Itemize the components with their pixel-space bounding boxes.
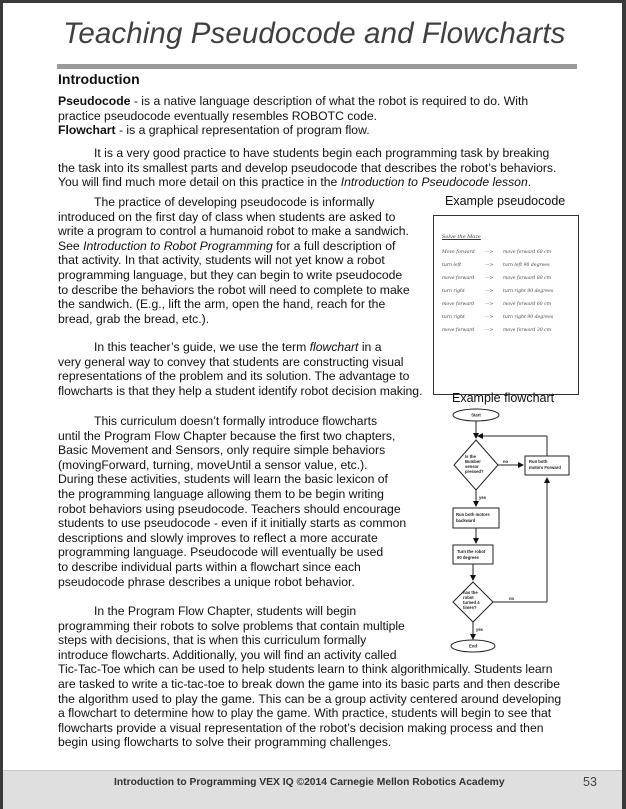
pseudocode-row: move forward ---> move forward 30 cm — [442, 328, 552, 333]
paragraph-sandwich: The practice of developing pseudocode is informally introduced on the first day of class when students are asked to write a program to control a humanoid robot to make a sandwich. See Introduction to Robot Programming for a full description of that activity. In that activity, students will not yet know a robot programming language, but they can begin to write pseudocode to describe the behaviors the robot will need to complete to make the sandwich. (E.g., lift the arm, open the hand, reach for the bread, grab the bread, etc.). — [58, 195, 410, 326]
document-page — [3, 3, 622, 808]
page-number: 53 — [583, 775, 597, 789]
svg-text:no: no — [509, 596, 515, 601]
paragraph-curriculum: This curriculum doesn’t formally introduce flowcharts until the Program Flow Chapter because the first two chapters, Basic Movement and Sensors, only require simple behaviors (movingForward, turning, moveUntil a sensor value, etc.). During these activities, students will learn the basic lexicon of the programming language allowing them to be begin writing robot behaviors using pseudocode. Teachers should encourage students to use pseudocode - even if it initially starts as common descriptions and slowly improves to reflect a more accurate programming language. Pseudocode will eventually be used to describe individual parts within a flowchart since each pseudocode phrase describes a unique robot behavior. — [58, 414, 407, 589]
paragraph-flowchart-term: In this teacher’s guide, we use the term flowchart in a very general way to convey that students are constructing visual representations of the problem and its solution. The advantage to flowcharts is that they help a student identify robot decision making. — [58, 340, 423, 398]
pseudocode-row: Move forward ---> move forward 60 cm — [442, 250, 552, 255]
page-footer — [3, 770, 622, 809]
svg-text:pressed?: pressed? — [465, 469, 484, 474]
svg-text:motors Forward: motors Forward — [529, 465, 561, 470]
pseudocode-lesson-reference: Introduction to Pseudocode lesson — [340, 175, 528, 190]
svg-text:times?: times? — [463, 605, 477, 610]
svg-text:has the: has the — [463, 590, 478, 595]
svg-text:90 degrees: 90 degrees — [457, 555, 479, 560]
pseudocode-example-image — [433, 215, 579, 395]
robot-programming-reference: Introduction to Robot Programming — [83, 238, 273, 253]
pseudocode-row: turn right ---> turn right 90 degrees — [442, 315, 554, 320]
svg-text:turned 4: turned 4 — [463, 600, 480, 605]
flowchart-caption: Example flowchart — [452, 391, 555, 405]
svg-text:Turn the robot: Turn the robot — [457, 549, 486, 554]
term-flowchart: Flowchart — [58, 123, 116, 138]
paragraph-program-flow: In the Program Flow Chapter, students will begin programming their robots to solve problems that contain multiple steps with decisions, that is when this curriculum formally introduce flowcharts. Additionally, you will find an activity called Tic-Tac-Toe which can be used to help students learn to think algorithmically. Students learn are tasked to write a tic-tac-toe to break down the game into its basic parts and then describe the algorithm used to play the game. This can be a group activity centered around developing a flowchart to determine how to play the game. With practice, students will begin to see that flowcharts provide a visual representation of the robot’s decision making process and then begin using flowcharts to solve their programming challenges. — [58, 604, 562, 750]
svg-text:yes: yes — [476, 627, 483, 632]
svg-text:yes: yes — [479, 495, 486, 500]
title-divider — [57, 64, 577, 69]
pseudocode-row: turn right ---> turn right 90 degrees — [442, 289, 554, 294]
svg-text:Bumber: Bumber — [465, 459, 481, 464]
svg-text:backward: backward — [456, 518, 476, 523]
section-heading: Introduction — [58, 71, 140, 87]
footer-copyright: Introduction to Programming VEX IQ ©2014 Carnegie Mellon Robotics Academy — [114, 777, 505, 788]
paragraph-practice: It is a very good practice to have students begin each programming task by breaking the task into its smallest parts and develop pseudocode that describes the robot’s behaviors. You will find much more detail on this practice in the Introduction to Pseudocode lesson. — [58, 146, 557, 190]
svg-text:no: no — [503, 459, 509, 464]
svg-text:Run both motors: Run both motors — [456, 512, 490, 517]
svg-text:Start: Start — [471, 412, 481, 418]
pseudocode-row: move forward ---> move forward 60 cm — [442, 302, 552, 307]
flowchart-diagram — [443, 408, 573, 658]
svg-text:End: End — [469, 643, 477, 649]
page-title: Teaching Pseudocode and Flowcharts — [63, 17, 566, 50]
svg-text:robot: robot — [463, 595, 474, 600]
pseudocode-row: turn left ---> turn left 90 degrees — [442, 263, 550, 268]
definitions: Pseudocode - is a native language description of what the robot is required to do. With practice pseudocode eventually resembles ROBOTC code. Flowchart - is a graphical representation of program flow. — [58, 94, 529, 138]
svg-text:Is the: Is the — [465, 454, 476, 459]
pseudocode-caption: Example pseudocode — [445, 194, 566, 208]
svg-text:sensor: sensor — [465, 464, 479, 469]
pseudocode-row: move forward ---> move forward 80 cm — [442, 276, 552, 281]
svg-text:Run both: Run both — [529, 459, 548, 464]
term-pseudocode: Pseudocode — [58, 94, 131, 108]
pseudocode-heading: Solve the Maze — [442, 234, 481, 240]
